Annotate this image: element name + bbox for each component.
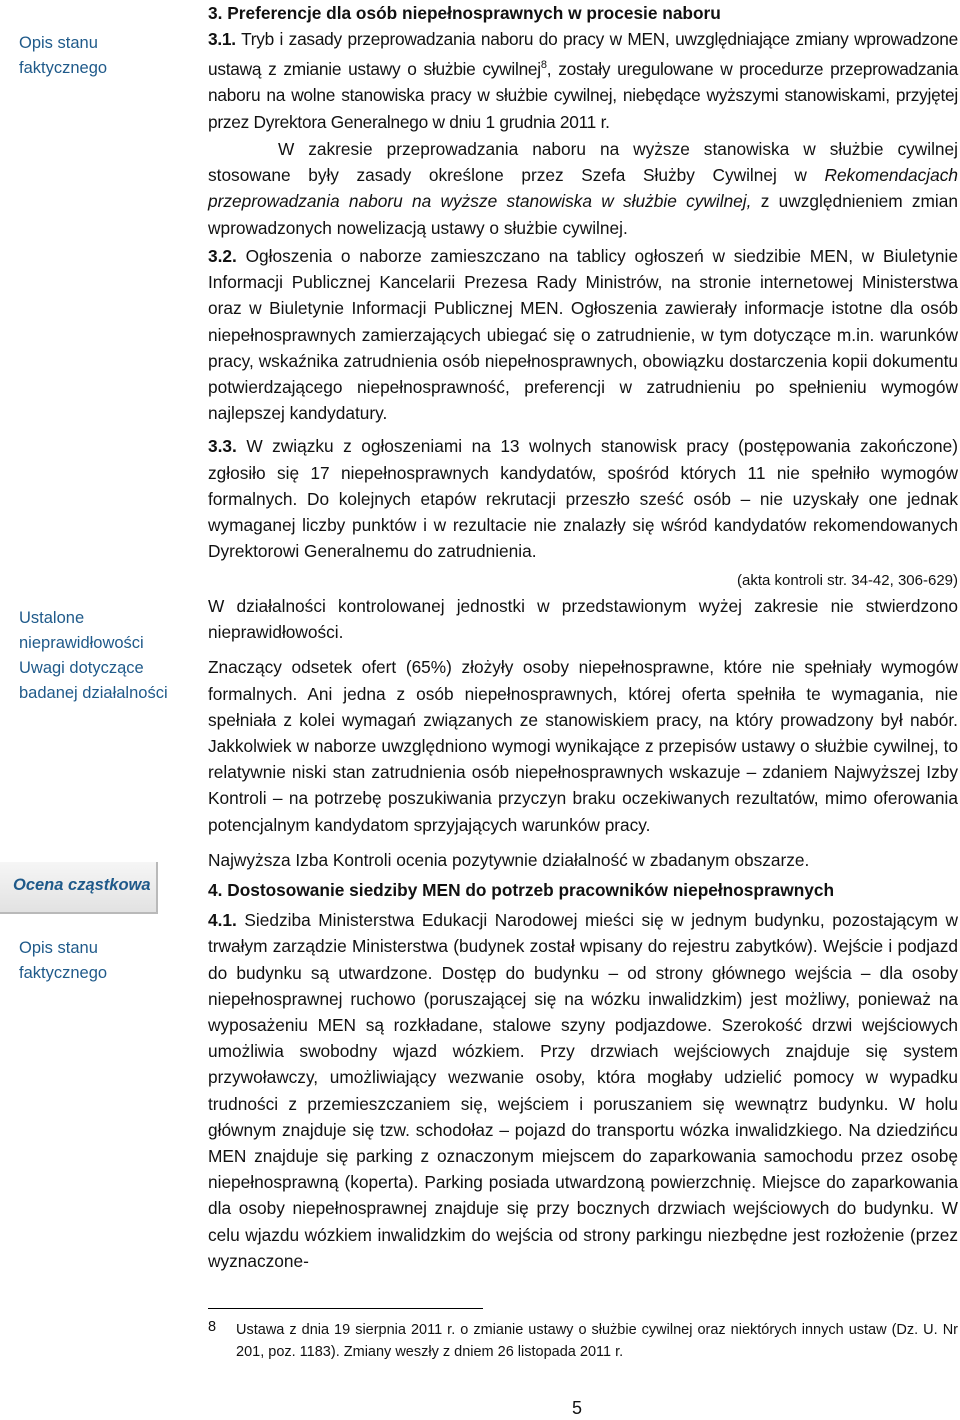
ocena-czastkowa-label: Ocena cząstkowa bbox=[13, 876, 151, 894]
paragraph-3-1-text-a: Tryb i zasady przeprowadzania naboru do pracy w MEN, uwzględniające zmiany wprowadzone ustawą z zmianie ustawy o służbie cywilnej bbox=[208, 29, 958, 80]
section-3-2-3 bbox=[208, 243, 958, 595]
section-4-heading: 4. Dostosowanie siedziby MEN do potrzeb pracowników niepełnosprawnych bbox=[208, 880, 835, 901]
paragraph-3-2-text: Ogłoszenia o naborze zamieszczano na tablicy ogłoszeń w siedzibie MEN, w Biuletynie Informacji Publicznej Kancelarii Prezesa Rady Ministrów, na stronie internetowej Ministerstwa oraz w Biuletynie Informacji Publicznej MEN. Ogłoszenia zawierały informacje istotne dla osób niepełnosprawnych zamierzających ubiegać się o zatrudnienie, w tym dotyczące m.in. warunków pracy, wskaźnika zatrudnienia osób niepełnosprawnych, obowiązku dostarczenia kopii dokumentu potwierdzającego niepełnosprawność, preferencji w zatrudnieniu po spełnieniu wymogów najlepszej kandydatury. bbox=[208, 246, 958, 424]
footnote-text: Ustawa z dnia 19 sierpnia 2011 r. o zmianie ustawy o służbie cywilnej oraz niektórych innych ustaw (Dz. U. Nr 201, poz. 1183). Zmiany weszły z dniem 26 listopada 2011 r. bbox=[236, 1322, 958, 1360]
paragraph-3-2-number: 3.2. bbox=[208, 246, 237, 266]
paragraph-3-3-number: 3.3. bbox=[208, 436, 237, 457]
footnote-ref[interactable]: 8 bbox=[540, 59, 547, 72]
paragraph-ocena: Najwyższa Izba Kontroli ocenia pozytywnie działalność w zbadanym obszarze. bbox=[208, 849, 810, 870]
source-reference: (akta kontroli str. 34-42, 306-629) bbox=[737, 572, 958, 590]
section-3 bbox=[208, 0, 958, 135]
footnote-number: 8 bbox=[208, 1319, 217, 1335]
paragraph-4-1-number: 4.1. bbox=[208, 910, 237, 931]
footnote-divider bbox=[208, 1308, 483, 1309]
paragraph-no-irregularities: W działalności kontrolowanej jednostki w przedstawionym wyżej zakresie nie stwierdzono nieprawidłowości. bbox=[208, 596, 958, 643]
page-number: 5 bbox=[572, 1398, 583, 1418]
section-nieprawidlowosci bbox=[208, 593, 958, 1274]
sidebar-label-nieprawidlowosci: Ustalone nieprawidłowości bbox=[19, 609, 144, 652]
sidebar-label-uwagi: Uwagi dotyczące badanej działalności bbox=[19, 659, 168, 702]
paragraph-3-1-text-c: W zakresie przeprowadzania naboru na wyższe stanowiska w służbie cywilnej stosowane były zasady określone przez Szefa Służby Cywilnej w bbox=[208, 139, 958, 186]
paragraph-3-2 bbox=[208, 243, 958, 426]
paragraph-3-1-number: 3.1. bbox=[208, 29, 236, 50]
paragraph-3-3 bbox=[208, 433, 958, 564]
sidebar-label-opis-stanu: Opis stanu faktycznego bbox=[19, 34, 108, 77]
ocena-czastkowa-box bbox=[0, 862, 158, 914]
section-3-heading: 3. Preferencje dla osób niepełnosprawnych w procesie naboru bbox=[208, 3, 721, 23]
paragraph-3-3-text: W związku z ogłoszeniami na 13 wolnych stanowisk pracy (postępowania zakończone) zgłosiło się 17 niepełnosprawnych kandydatów, spośród których 11 nie spełniło wymogów formalnych. Do kolejnych etapów rekrutacji przeszło sześć osób – nie uzyskały one jednak wymaganej liczby punktów i w rezultacie nie znalazły się wśród kandydatów rekomendowanych Dyrektorowi Generalnemu do zatrudnienia. bbox=[208, 436, 958, 562]
paragraph-3-1-continued bbox=[208, 136, 958, 241]
paragraph-uwagi: Znaczący odsetek ofert (65%) złożyły osoby niepełnosprawne, które nie spełniały wymogów formalnych. Ani jedna z osób niepełnosprawnych, której oferta spełniła te wymagania, nie spełniała z kolei wymagań związanych ze stanowiskiem pracy, na który prowadzony był nabór. Jakkolwiek w naborze uwzględniono wymogi wynikające z przepisów ustawy o służbie cywilnej, to relatywnie niski stan zatrudnienia osób niepełnosprawnych wskazuje – zdaniem Najwyższej Izby Kontroli – na potrzebę poszukiwania przyczyn braku oczekiwanych rezultatów, mimo oferowania potencjalnym kandydatom sprzyjających warunków pracy. bbox=[208, 657, 958, 835]
paragraph-3-1 bbox=[208, 26, 958, 135]
paragraph-3-1-italic: Rekomendacjach przeprowadzania naboru na wyższe stanowiska w służbie cywilnej, bbox=[208, 165, 958, 212]
paragraph-4-1-text: Siedziba Ministerstwa Edukacji Narodowej mieści się w jednym budynku, pozostającym w trwałym zarządzie Ministerstwa (budynek został wpisany do rejestru zabytków). Wejście i podjazd do budynku są utwardzone. Dostęp do budynku – od strony głównego wejścia – dla osoby niepełnosprawnej ruchowo (poruszającej się na wózku inwalidzkim) jest możliwy, ponieważ na wyposażeniu MEN są rozkładane, stalowe szyny podjazdowe. Szerokość drzwi wejściowych umożliwia swobodny wjazd wózkiem. Przy drzwiach wejściowych znajduje się system przywoławczy, umożliwiający wezwanie osoby, która mogłaby udzielić pomocy w wypadku trudności z przemieszczaniem się, wejściem i poruszaniem się wewnątrz budynku. W holu głównym znajduje się tzw. schodołaz – pojazd do transportu wózka inwalidzkiego. Na dziedzińcu MEN znajduje się parking z oznaczonym miejscem do zaparkowania samochodu przez osobę niepełnosprawną (koperta). Parking posiada utwardzoną powierzchnię. Miejsce do zaparkowania dla osoby niepełnosprawnej znajduje się przy bocznych drzwiach wejściowych do budynku. W celu wjazdu wózkiem inwalidzkim do wejścia od strony parkingu niezbędne jest rozłożenie (przez wyznaczone- bbox=[208, 910, 958, 1271]
paragraph-4-1 bbox=[208, 907, 958, 1274]
sidebar-label-opis-stanu-2: Opis stanu faktycznego bbox=[19, 939, 108, 982]
paragraph-3-1-text-d: z uwzględnieniem zmian wprowadzonych nowelizacją ustawy o służbie cywilnej. bbox=[208, 191, 958, 238]
paragraph-3-1-text-b: , zostały uregulowane w procedurze przeprowadzania naboru na wolne stanowiska pracy w służbie cywilnej, niebędące wyższymi stanowiskami, przyjętej przez Dyrektora Generalnego w dniu 1 grudnia 2011 r. bbox=[208, 59, 958, 132]
